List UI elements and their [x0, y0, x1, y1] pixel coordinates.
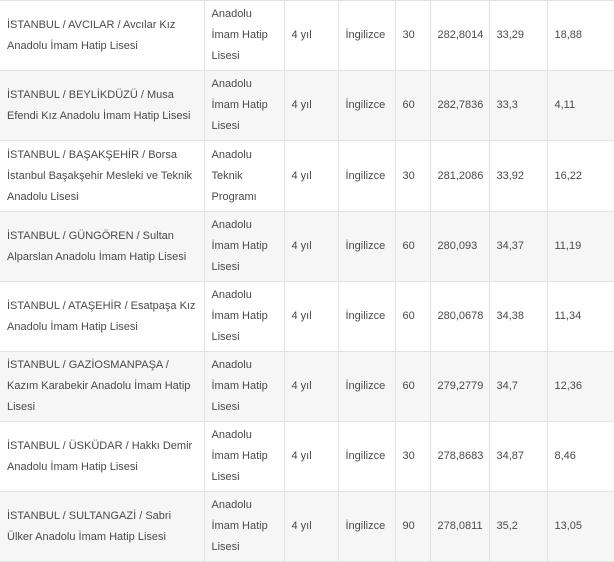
cell-duration: 4 yıl — [284, 352, 338, 422]
cell-school-name: İSTANBUL / GAZİOSMANPAŞA / Kazım Karabekir Anadolu İmam Hatip Lisesi — [0, 352, 204, 422]
cell-quota: 60 — [395, 71, 430, 141]
cell-base-score: 280,093 — [430, 212, 489, 282]
cell-score-2: 34,7 — [489, 352, 547, 422]
cell-program-type: Anadolu İmam Hatip Lisesi — [204, 71, 284, 141]
cell-score-2: 35,2 — [489, 492, 547, 562]
cell-score-2: 34,37 — [489, 212, 547, 282]
cell-score-2: 34,38 — [489, 282, 547, 352]
cell-school-name: İSTANBUL / AVCILAR / Avcılar Kız Anadolu İmam Hatip Lisesi — [0, 1, 204, 71]
cell-language: İngilizce — [338, 422, 395, 492]
cell-base-score: 278,0811 — [430, 492, 489, 562]
cell-quota: 60 — [395, 352, 430, 422]
cell-score-2: 33,3 — [489, 71, 547, 141]
cell-quota: 60 — [395, 282, 430, 352]
cell-program-type: Anadolu İmam Hatip Lisesi — [204, 352, 284, 422]
cell-score-2: 34,87 — [489, 422, 547, 492]
cell-school-name: İSTANBUL / GÜNGÖREN / Sultan Alparslan Anadolu İmam Hatip Lisesi — [0, 212, 204, 282]
cell-program-type: Anadolu İmam Hatip Lisesi — [204, 282, 284, 352]
cell-duration: 4 yıl — [284, 282, 338, 352]
cell-language: İngilizce — [338, 141, 395, 212]
table-row — [0, 422, 614, 492]
cell-base-score: 279,2779 — [430, 352, 489, 422]
cell-school-name: İSTANBUL / BEYLİKDÜZÜ / Musa Efendi Kız Anadolu İmam Hatip Lisesi — [0, 71, 204, 141]
cell-duration: 4 yıl — [284, 212, 338, 282]
cell-language: İngilizce — [338, 492, 395, 562]
table-row — [0, 212, 614, 282]
cell-duration: 4 yıl — [284, 1, 338, 71]
cell-duration: 4 yıl — [284, 422, 338, 492]
cell-language: İngilizce — [338, 282, 395, 352]
cell-score-3: 13,05 — [547, 492, 614, 562]
cell-language: İngilizce — [338, 1, 395, 71]
cell-score-3: 11,34 — [547, 282, 614, 352]
cell-program-type: Anadolu İmam Hatip Lisesi — [204, 422, 284, 492]
table-row — [0, 492, 614, 562]
cell-duration: 4 yıl — [284, 141, 338, 212]
cell-quota: 30 — [395, 422, 430, 492]
cell-school-name: İSTANBUL / ATAŞEHİR / Esatpaşa Kız Anadolu İmam Hatip Lisesi — [0, 282, 204, 352]
table-row — [0, 71, 614, 141]
cell-score-3: 16,22 — [547, 141, 614, 212]
cell-program-type: Anadolu İmam Hatip Lisesi — [204, 212, 284, 282]
cell-base-score: 280,0678 — [430, 282, 489, 352]
cell-score-3: 8,46 — [547, 422, 614, 492]
cell-duration: 4 yıl — [284, 492, 338, 562]
cell-program-type: Anadolu Teknik Programı — [204, 141, 284, 212]
cell-language: İngilizce — [338, 71, 395, 141]
cell-duration: 4 yıl — [284, 71, 338, 141]
cell-base-score: 281,2086 — [430, 141, 489, 212]
table-row — [0, 141, 614, 212]
cell-quota: 90 — [395, 492, 430, 562]
cell-score-2: 33,29 — [489, 1, 547, 71]
cell-score-3: 11,19 — [547, 212, 614, 282]
cell-score-3: 18,88 — [547, 1, 614, 71]
cell-base-score: 282,7836 — [430, 71, 489, 141]
cell-quota: 60 — [395, 212, 430, 282]
cell-school-name: İSTANBUL / SULTANGAZİ / Sabri Ülker Anadolu İmam Hatip Lisesi — [0, 492, 204, 562]
cell-school-name: İSTANBUL / ÜSKÜDAR / Hakkı Demir Anadolu İmam Hatip Lisesi — [0, 422, 204, 492]
cell-base-score: 282,8014 — [430, 1, 489, 71]
cell-program-type: Anadolu İmam Hatip Lisesi — [204, 492, 284, 562]
cell-school-name: İSTANBUL / BAŞAKŞEHİR / Borsa İstanbul Başakşehir Mesleki ve Teknik Anadolu Lisesi — [0, 141, 204, 212]
table-row — [0, 282, 614, 352]
cell-score-3: 4,11 — [547, 71, 614, 141]
cell-program-type: Anadolu İmam Hatip Lisesi — [204, 1, 284, 71]
cell-quota: 30 — [395, 1, 430, 71]
cell-score-2: 33,92 — [489, 141, 547, 212]
table-row — [0, 1, 614, 71]
cell-base-score: 278,8683 — [430, 422, 489, 492]
cell-quota: 30 — [395, 141, 430, 212]
cell-score-3: 12,36 — [547, 352, 614, 422]
cell-language: İngilizce — [338, 212, 395, 282]
table-row — [0, 352, 614, 422]
cell-language: İngilizce — [338, 352, 395, 422]
